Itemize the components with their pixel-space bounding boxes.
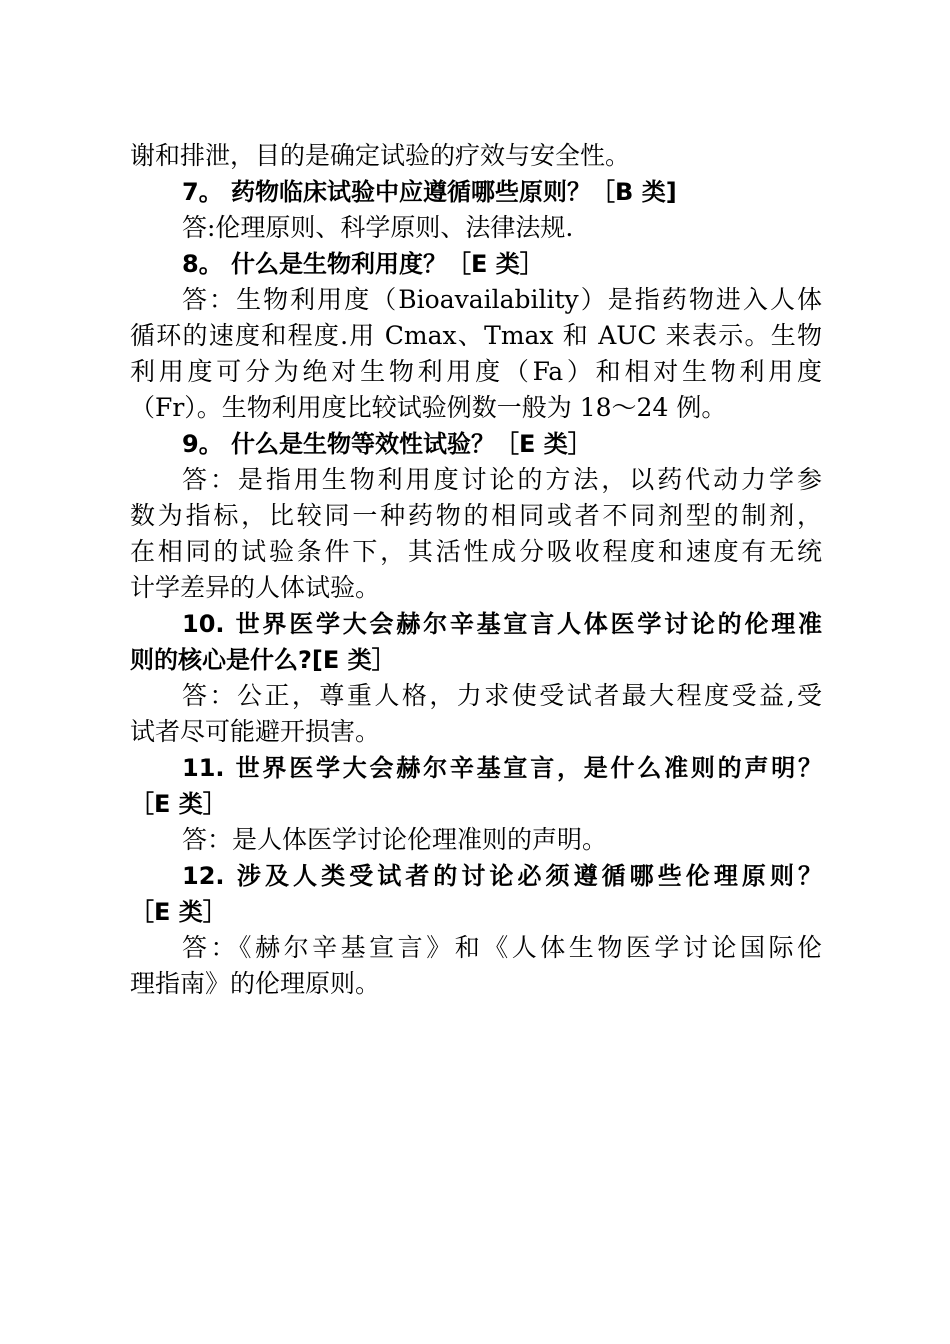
answer-9-line-1: 答：是指用生物利用度讨论的方法，以药代动力学参 [182, 465, 822, 494]
question-11-line-2: ［E 类］ [130, 790, 227, 818]
answer-6-tail: 谢和排泄，目的是确定试验的疗效与安全性。 [130, 141, 631, 170]
question-7: 7。 药物临床试验中应遵循哪些原则？［B 类] [182, 178, 677, 206]
question-11-line-1: 11. 世界医学大会赫尔辛基宣言，是什么准则的声明？ [182, 754, 822, 782]
answer-12-line-1: 答：《赫尔辛基宣言》和《人体生物医学讨论国际伦 [182, 933, 822, 962]
answer-7: 答:伦理原则、科学原则、法律法规. [182, 213, 574, 242]
answer-9-line-4: 计学差异的人体试验。 [130, 573, 381, 602]
question-12-line-2: ［E 类］ [130, 898, 227, 926]
question-10-line-1: 10. 世界医学大会赫尔辛基宣言人体医学讨论的伦理准 [182, 610, 822, 638]
answer-12-line-2: 理指南》的伦理原则。 [130, 969, 381, 998]
question-12-line-1: 12. 涉及人类受试者的讨论必须遵循哪些伦理原则？ [182, 862, 822, 890]
answer-10-line-2: 试者尽可能避开损害。 [130, 717, 381, 746]
document-body [130, 138, 822, 1002]
answer-11: 答：是人体医学讨论伦理准则的声明。 [182, 825, 608, 854]
question-8: 8。 什么是生物利用度？［E 类］ [182, 250, 544, 278]
answer-9-line-3: 在相同的试验条件下，其活性成分吸收程度和速度有无统 [130, 537, 822, 566]
question-10-line-2: 则的核心是什么?[E 类］ [130, 646, 396, 674]
answer-10-line-1: 答：公正，尊重人格，力求使受试者最大程度受益,受 [182, 681, 822, 710]
answer-8-line-2: 循环的速度和程度.用 Cmax、Tmax 和 AUC 来表示。生物 [130, 321, 822, 350]
question-9: 9。 什么是生物等效性试验？［E 类］ [182, 430, 592, 458]
answer-8-line-3: 利用度可分为绝对生物利用度（Fa）和相对生物利用度 [130, 357, 822, 386]
answer-8-line-1: 答：生物利用度（Bioavailability）是指药物进入人体 [182, 285, 822, 314]
answer-8-line-4: （Fr）。生物利用度比较试验例数一般为 18～24 例。 [130, 393, 727, 422]
answer-9-line-2: 数为指标，比较同一种药物的相同或者不同剂型的制剂， [130, 501, 822, 530]
